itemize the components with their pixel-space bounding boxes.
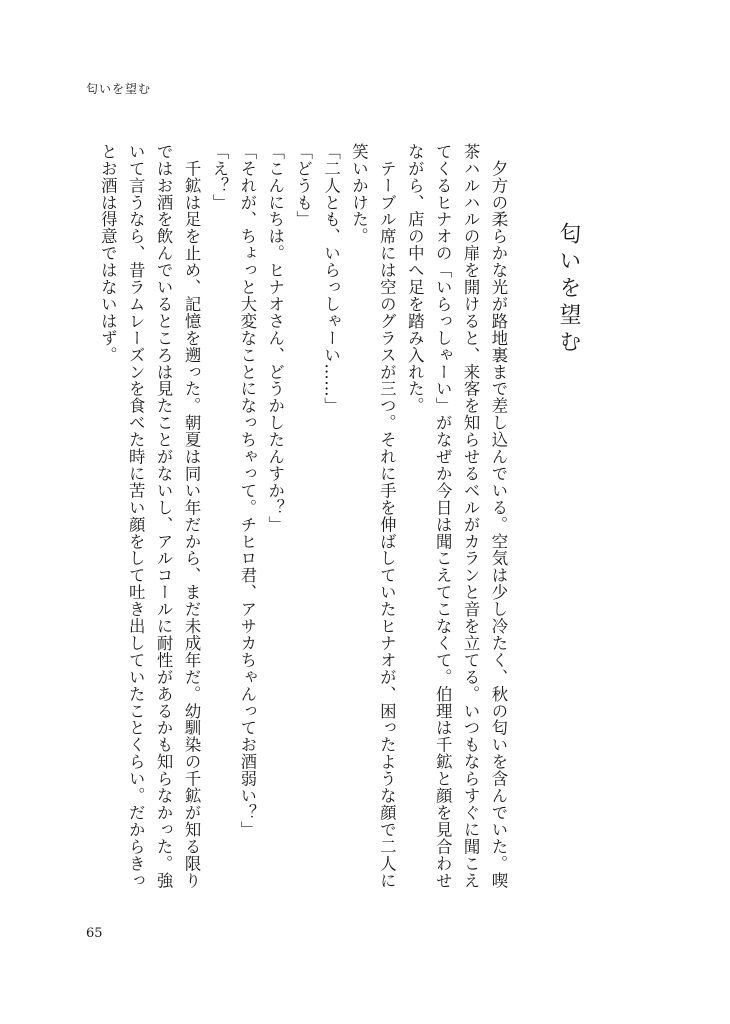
- text-line: 「それが、ちょっと大変なことになっちゃって。チヒロ君、アサカちゃんってお酒弱い？」: [237, 143, 257, 838]
- chapter-title: 匂いを望む: [556, 222, 581, 357]
- text-line: 「どうも」: [293, 143, 313, 228]
- text-line: ではお酒を飲んでいるところは見たことがないし、アルコールに耐性があるかも知らなかった。強: [154, 143, 174, 889]
- text-line: 「え？」: [209, 143, 229, 211]
- text-line: 「こんにちは。ヒナオさん、どうかしたんすか？」: [265, 143, 285, 533]
- text-line: いて言うなら、昔ラムレーズンを食べた時に苦い顔をして吐き出していたことくらい。だからきっ: [126, 143, 146, 889]
- text-line: とお酒は得意ではないはず。: [98, 143, 118, 364]
- text-line: テーブル席には空のグラスが三つ。それに手を伸ばしていたヒナオが、困ったような顔で二人に: [377, 143, 397, 889]
- text-line: ながら、店の中へ足を踏み入れた。: [405, 143, 425, 415]
- text-line: 「二人とも、いらっしゃーい……」: [321, 143, 341, 415]
- text-line: 千鉱は足を止め、記憶を遡った。朝夏は同い年だから、まだ未成年だ。幼馴染の千鉱が知る限り: [182, 143, 202, 889]
- text-line: 茶ハルハルの扉を開けると、来客を知らせるベルがカランと音を立てる。いつもならすぐに聞こえ: [461, 143, 481, 889]
- page-number: 65: [86, 926, 103, 941]
- text-line: 夕方の柔らかな光が路地裏まで差し込んでいる。空気は少し冷たく、秋の匂いを含んでいた。喫: [489, 143, 508, 889]
- body-text: [93, 143, 512, 903]
- running-head: 匂いを望む: [86, 82, 152, 96]
- text-line: 笑いかけた。: [349, 143, 369, 245]
- text-line: てくるヒナオの「いらっしゃーい」がなぜか今日は聞こえてこなくて。伯理は千鉱と顔を見合わせ: [433, 143, 453, 889]
